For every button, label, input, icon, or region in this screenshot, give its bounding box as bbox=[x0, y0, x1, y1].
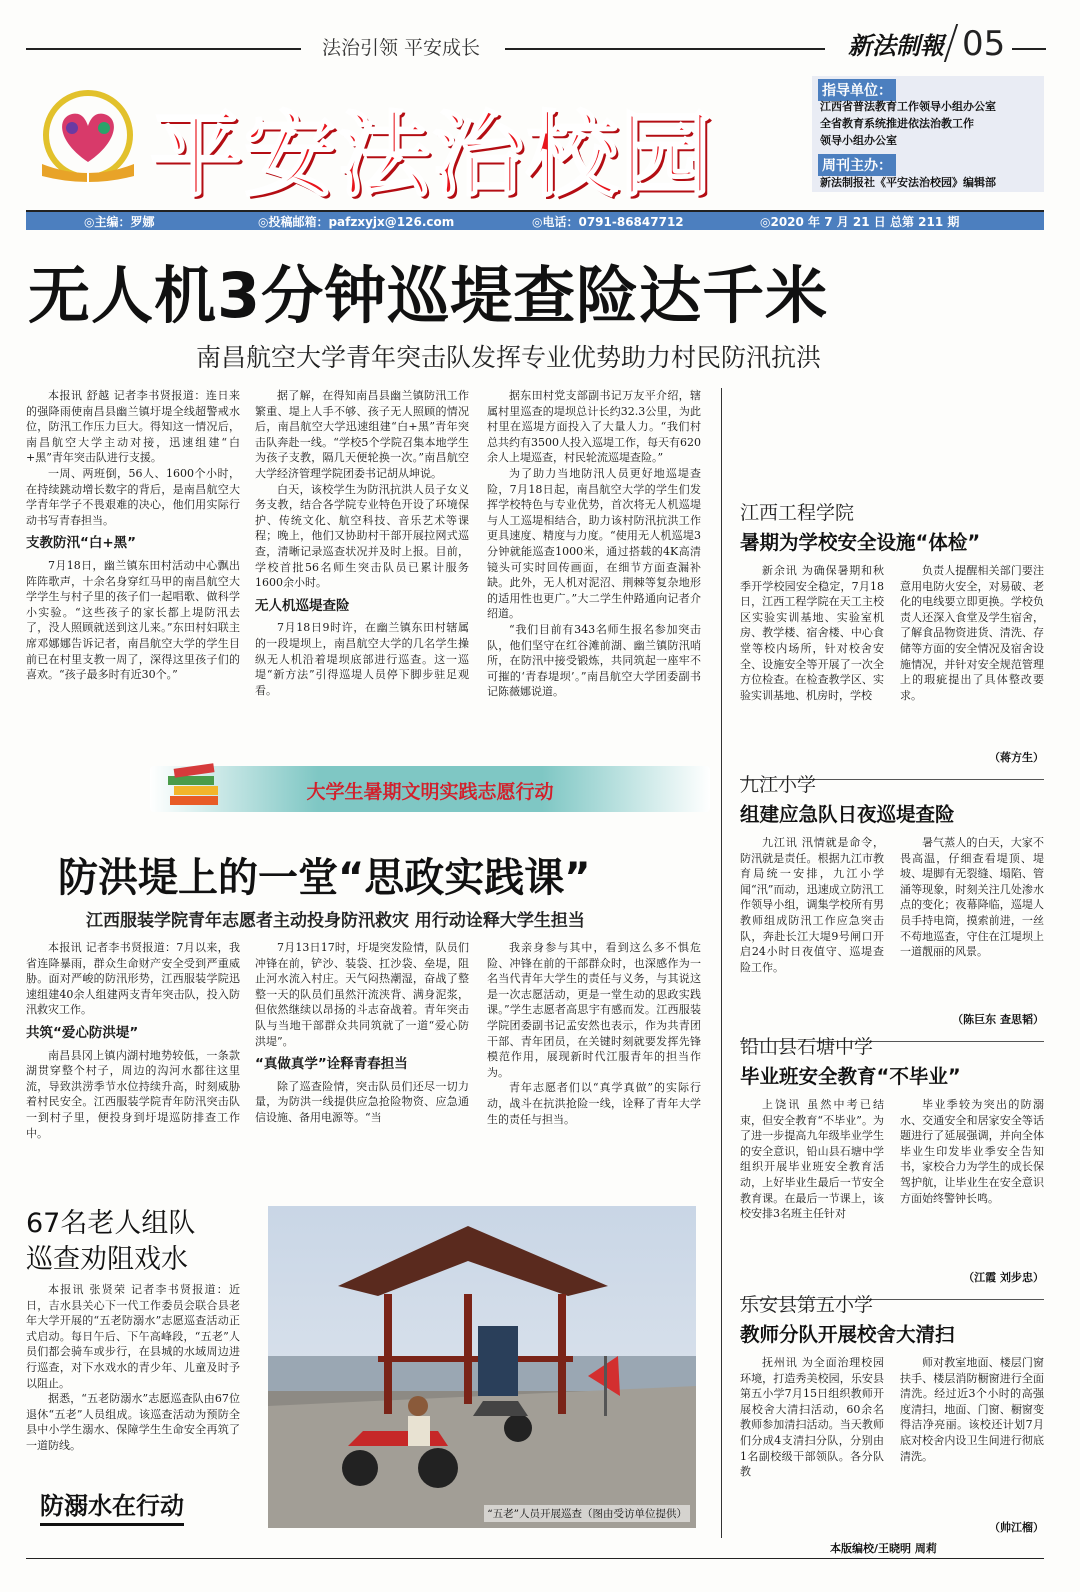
paragraph: 据了解，在得知南昌县幽兰镇防汛工作繁重、堤上人手不够、孩子无人照顾的情况后，南昌航空大学迅速组建“白+黑”青年突击队奔赴一线。“学校5个学院召集本地学生为孩子支教，隔几天便轮换一次。”南昌航空大学经济管理学院团委书记胡从坤说。 bbox=[255, 389, 469, 480]
sidebar-article-column: 负责人提醒相关部门要注意用电防火安全，对易破、老化的电线要立即更换。学校负责人还深入食堂及学生宿舍，了解食品物资进货、清洗、存储等方面的安全情况及宿舍设施情况，并针对安全规范管理上的瑕疵提出了具体整改要求。 bbox=[900, 564, 1044, 702]
header-rule-mid bbox=[505, 48, 825, 50]
photo-caption: “五老”人员开展巡查（图由受访单位提供） bbox=[484, 1505, 690, 1522]
section-subhead: “真做真学”诠释青春担当 bbox=[255, 1056, 408, 1073]
paragraph: 南昌县冈上镇内湖村地势较低，一条款湖贯穿整个村子，周边的沟河水都往这里流，导致洪涝季节水位持续升高，时刻威胁着村民安全。江西服装学院青年防汛突击队一到村子里，便投身到圩堤巡防排查工作中。 bbox=[26, 1048, 240, 1140]
paragraph: 本报讯 记者李书贤报道：7月以来，我省连降暴雨，群众生命财产安全受到严重威胁。面对严峻的防汛形势，江西服装学院迅速组建40余人组建两支青年突击队，投入防汛救灾工作。 bbox=[26, 941, 240, 1017]
guide-label: 指导单位： bbox=[818, 79, 896, 101]
guide-box bbox=[812, 76, 1044, 192]
host-line: 新法制报社《平安法治校园》编辑部 bbox=[820, 176, 996, 189]
sidebar-article-body bbox=[740, 835, 1044, 1011]
paragraph: 我亲身参与其中，看到这么多不惧危险、冲锋在前的干部群众时，也深感作为一名当代青年大学生的责任与义务，与其说这是一次志愿活动，更是一堂生动的思政实践课。”学生志愿者高思宇有感而发。江西服装学院团委副书记孟安然也表示，作为共青团干部、青年团员，在关键时刻就要发挥先锋模范作用，展现新时代江服青年的担当作为。 bbox=[487, 941, 701, 1079]
info-editor: ◎主编：罗娜 bbox=[84, 215, 155, 229]
guide-line: 领导小组办公室 bbox=[820, 134, 897, 147]
second-headline: 防洪堤上的一堂“思政实践课” bbox=[58, 855, 591, 901]
paragraph: 据东田村党支部副书记万友平介绍，辖属村里巡查的堤坝总计长约32.3公里，为此村里在巡堤方面投入了大量人力。“我们村总共约有3500人投入巡堤工作，每天有620余人上堤巡查，村民轮流巡堤查险。” bbox=[487, 389, 701, 465]
footer-editors: 本版编校/王晓明 周莉 bbox=[830, 1542, 937, 1555]
lead-column-3 bbox=[487, 388, 701, 740]
paragraph: 为了助力当地防汛人员更好地巡堤查险，7月18日起，南昌航空大学的学生们发挥学校特色与专业优势，首次将无人机巡堤与人工巡堤相结合，助力该村防汛抗洪工作更具速度、精度与力度。“使用无人机巡堤3分钟就能巡查1000米，通过搭载的4K高清镜头可实时回传画面，在细节方面查漏补缺。此外，无人机对泥沼、荆棘等复杂地形的适用性也更广。”大二学生仲路通向记者介绍道。 bbox=[487, 466, 701, 621]
guide-line: 江西省普法教育工作领导小组办公室 bbox=[820, 100, 996, 113]
second-column-2 bbox=[255, 940, 469, 1158]
section-subhead: 支教防汛“白+黑” bbox=[26, 535, 137, 552]
page-number-divider bbox=[944, 24, 958, 62]
info-email: ◎投稿邮箱：pafzxyjx@126.com bbox=[258, 215, 455, 229]
sidebar-article bbox=[740, 498, 1044, 770]
elder-tag: 防溺水在行动 bbox=[40, 1486, 184, 1526]
sidebar-article-org: 九江小学 bbox=[740, 774, 817, 796]
sidebar-article-body bbox=[740, 1355, 1044, 1519]
lead-column-1 bbox=[26, 388, 240, 740]
sidebar-article-org: 铅山县石塘中学 bbox=[740, 1036, 874, 1058]
paragraph: 7月18日9时许，在幽兰镇东田村辖属的一段堤坝上，南昌航空大学的几名学生操纵无人机沿着堤坝底部进行巡查。这一巡堤“新方法”引得巡堤人员停下脚步驻足观看。 bbox=[255, 621, 469, 697]
paragraph: 一周、两班倒，56人、1600个小时，在持续跳动增长数字的背后，是南昌航空大学青年学子不畏艰难的决心，他们用实际行动书写青春担当。 bbox=[26, 466, 240, 527]
sidebar-article-org: 乐安县第五小学 bbox=[740, 1294, 874, 1316]
sidebar-article-title: 组建应急队日夜巡堤查险 bbox=[740, 803, 955, 826]
paragraph: 据悉，“五老防溺水”志愿巡查队由67位退休“五老”人员组成。该巡查活动为预防全县中小学生溺水、保障学生生命安全再筑了一道防线。 bbox=[26, 1392, 240, 1452]
sidebar-article-column: 抚州讯 为全面治理校园环境，打造秀美校园，乐安县第五小学7月15日组织教师开展校舍大清扫活动，60余名教师参加清扫活动。当天教师们分成4支清扫分队，分别由1名副校级干部领队。各分队教 bbox=[740, 1356, 884, 1479]
elder-photo-illustration bbox=[268, 1206, 696, 1528]
header-slogan: 法治引领 平安成长 bbox=[322, 37, 481, 59]
elder-headline-line-1: 67名老人组队 bbox=[26, 1208, 196, 1239]
paragraph: 本报讯 舒越 记者李书贤报道：连日来的强降雨使南昌县幽兰镇圩堤全线超警戒水位，防汛工作压力巨大。得知这一情况后，南昌航空大学主动对接，迅速组建“白+黑”青年突击队进行支援。 bbox=[26, 389, 240, 465]
paragraph: 青年志愿者们以“真学真做”的实际行动，战斗在抗洪抢险一线，诠释了青年大学生的责任与担当。 bbox=[487, 1081, 701, 1126]
second-column-1 bbox=[26, 940, 240, 1158]
sidebar-article bbox=[740, 770, 1044, 1032]
footer-rule bbox=[26, 1558, 1044, 1559]
paragraph: 除了巡查险情，突击队员们还尽一切力量，为防洪一线提供应急抢险物资、应急通信设施、备用电源等。“当 bbox=[255, 1079, 469, 1124]
info-date: ◎2020 年 7 月 21 日 总第 211 期 bbox=[760, 215, 960, 229]
paragraph: 7月13日17时，圩堤突发险情，队员们冲锋在前，铲沙、装袋、扛沙袋、垒堤，阻止河水流入村庄。天气闷热潮湿，奋战了整整一天的队员们虽然汗流浃背、满身泥浆，但依然继续以昂扬的斗志奋战着。青年突击队与当地干部群众共同筑就了一道“爱心防洪堤”。 bbox=[255, 941, 469, 1048]
sidebar-article bbox=[740, 1032, 1044, 1290]
section-subhead: 无人机巡堤查险 bbox=[255, 597, 350, 614]
elder-headline-line-2: 巡查劝阻戏水 bbox=[26, 1244, 188, 1275]
heart-book-logo-icon bbox=[28, 90, 146, 188]
sidebar-divider bbox=[721, 388, 722, 1538]
sidebar-article-column: 暑气蒸人的白天，大家不畏高温，仔细查看堤顶、堤坡、堤脚有无裂缝、塌陷、管涌等现象，时刻关注几处渗水点的变化；夜幕降临，巡堤人员手持电筒，摸索前进，一丝不苟地巡查，守住在江堤坝上一道靓丽的风景。 bbox=[900, 836, 1044, 959]
paragraph: 7月18日，幽兰镇东田村活动中心飘出阵阵歌声，十余名身穿红马甲的南昌航空大学学生与村子里的孩子们一起唱歌、做科学小实验。“这些孩子的家长都上堤防汛去了，没人照顾就送到这儿来。”东田村妇联主席邓娜娜告诉记者，南昌航空大学的学生目前已在村里支教一周了，深得这里孩子们的喜欢。“孩子最多时有近30个。” bbox=[26, 558, 240, 682]
sidebar-article-byline: （陈巨东 查思韬） bbox=[952, 1013, 1044, 1026]
second-subhead: 江西服装学院青年志愿者主动投身防汛救灾 用行动诠释大学生担当 bbox=[86, 911, 585, 931]
sidebar-article-column: 毕业季较为突出的防溺水、交通安全和居家安全等话题进行了延展强调，并向全体毕业生印发毕业季安全告知书，家校合力为学生的成长保驾护航，让毕业生在安全意识方面始终警钟长鸣。 bbox=[900, 1098, 1044, 1205]
sidebar-article-column: 九江讯 汛情就是命令，防汛就是责任。根据九江市教育局统一安排，九江小学闻“汛”而动，迅速成立防汛工作领导小组，调集学校所有男教师组成防汛工作应急突击队，奔赴长江大堤9号闸口开启24小时日夜值守、巡堤查险工作。 bbox=[740, 836, 884, 974]
sidebar-article-title: 毕业班安全教育“不毕业” bbox=[740, 1065, 961, 1088]
lead-column-2 bbox=[255, 388, 469, 740]
lead-headline: 无人机3分钟巡堤查险达千米 bbox=[28, 259, 829, 332]
header-rule-right bbox=[1012, 48, 1046, 50]
elder-body bbox=[26, 1282, 240, 1482]
second-column-3 bbox=[487, 940, 701, 1158]
info-phone: ◎电话：0791-86847712 bbox=[532, 215, 684, 229]
sidebar-article-title: 教师分队开展校舍大清扫 bbox=[740, 1323, 955, 1346]
banner bbox=[150, 766, 710, 812]
masthead-title: 平安法治校园 bbox=[150, 102, 715, 209]
paper-name: 新法制報 bbox=[848, 31, 944, 60]
elder-headline bbox=[26, 1206, 195, 1278]
host-label: 周刊主办： bbox=[818, 154, 896, 176]
paragraph: 本报讯 张贤荣 记者李书贤报道：近日，吉水县关心下一代工作委员会联合县老年大学开展的“五老防溺水”志愿巡查活动正式启动。每日午后、下午高峰段，“五老”人员们都会骑车或步行，在县城的水域周边进行巡查，对下水戏水的青少年、儿童及时予以阻止。 bbox=[26, 1283, 240, 1390]
header-rule-left bbox=[26, 48, 301, 50]
sidebar-article-body bbox=[740, 563, 1044, 749]
banner-label: 大学生暑期文明实践志愿行动 bbox=[306, 781, 554, 803]
sidebar-article-title: 暑期为学校安全设施“体检” bbox=[740, 531, 981, 554]
guide-lines bbox=[820, 98, 996, 149]
guide-line: 全省教育系统推进依法治教工作 bbox=[820, 117, 974, 130]
sidebar-article-byline: （帅江榴） bbox=[989, 1521, 1044, 1534]
sidebar-article-body bbox=[740, 1097, 1044, 1269]
paragraph: “我们目前有343名师生报名参加突击队，他们坚守在红谷滩前湖、幽兰镇防汛哨所，在防汛中接受锻炼，共同筑起一座牢不可摧的‘青春堤坝’。”南昌航空大学团委副书记陈薇娜说道。 bbox=[487, 622, 701, 699]
sidebar-article-byline: （江霞 刘步忠） bbox=[963, 1271, 1044, 1284]
sidebar-article-column: 上饶讯 虽然中考已结束，但安全教育“不毕业”。为了进一步提高九年级毕业学生的安全意识，铅山县石塘中学组织开展毕业班安全教育活动，上好毕业生最后一节安全教育课。在最后一节课上，该校安排3名班主任针对 bbox=[740, 1098, 884, 1221]
sidebar-article-column: 新余讯 为确保暑期和秋季开学校园安全稳定，7月18日，江西工程学院在天工主校区实验实训基地、实验室机房、教学楼、宿舍楼、中心食堂等校内场所，针对校舍安全、设施安全等开展了一次全方位检查。在检查教学区、实验实训基地、机房时，学校 bbox=[740, 564, 884, 702]
paragraph: 白天，该校学生为防汛抗洪人员子女义务支教，结合各学院专业特色开设了环境保护、传统文化、航空科技、音乐艺术等课程；晚上，他们又协助村干部开展拉网式巡查，清晰记录巡查状况并及时上报。目前，学校首批56名师生突击队员已累计服务1600余小时。 bbox=[255, 482, 469, 590]
sidebar-article-byline: （蒋方生） bbox=[989, 751, 1044, 764]
elder-photo bbox=[268, 1206, 696, 1528]
page-number: 05 bbox=[962, 24, 1006, 64]
sidebar-article-column: 师对教室地面、楼层门窗扶手、楼层消防橱窗进行全面清洗。经过近3个小时的高强度清扫，地面、门窗、橱窗变得洁净亮丽。该校还计划7月底对校舍内设卫生间进行彻底清洗。 bbox=[900, 1356, 1044, 1463]
sidebar-article-org: 江西工程学院 bbox=[740, 502, 855, 524]
section-subhead: 共筑“爱心防洪堤” bbox=[26, 1024, 139, 1041]
sidebar-article bbox=[740, 1290, 1044, 1540]
lead-subhead: 南昌航空大学青年突击队发挥专业优势助力村民防汛抗洪 bbox=[196, 343, 822, 372]
info-bar bbox=[26, 210, 1044, 230]
